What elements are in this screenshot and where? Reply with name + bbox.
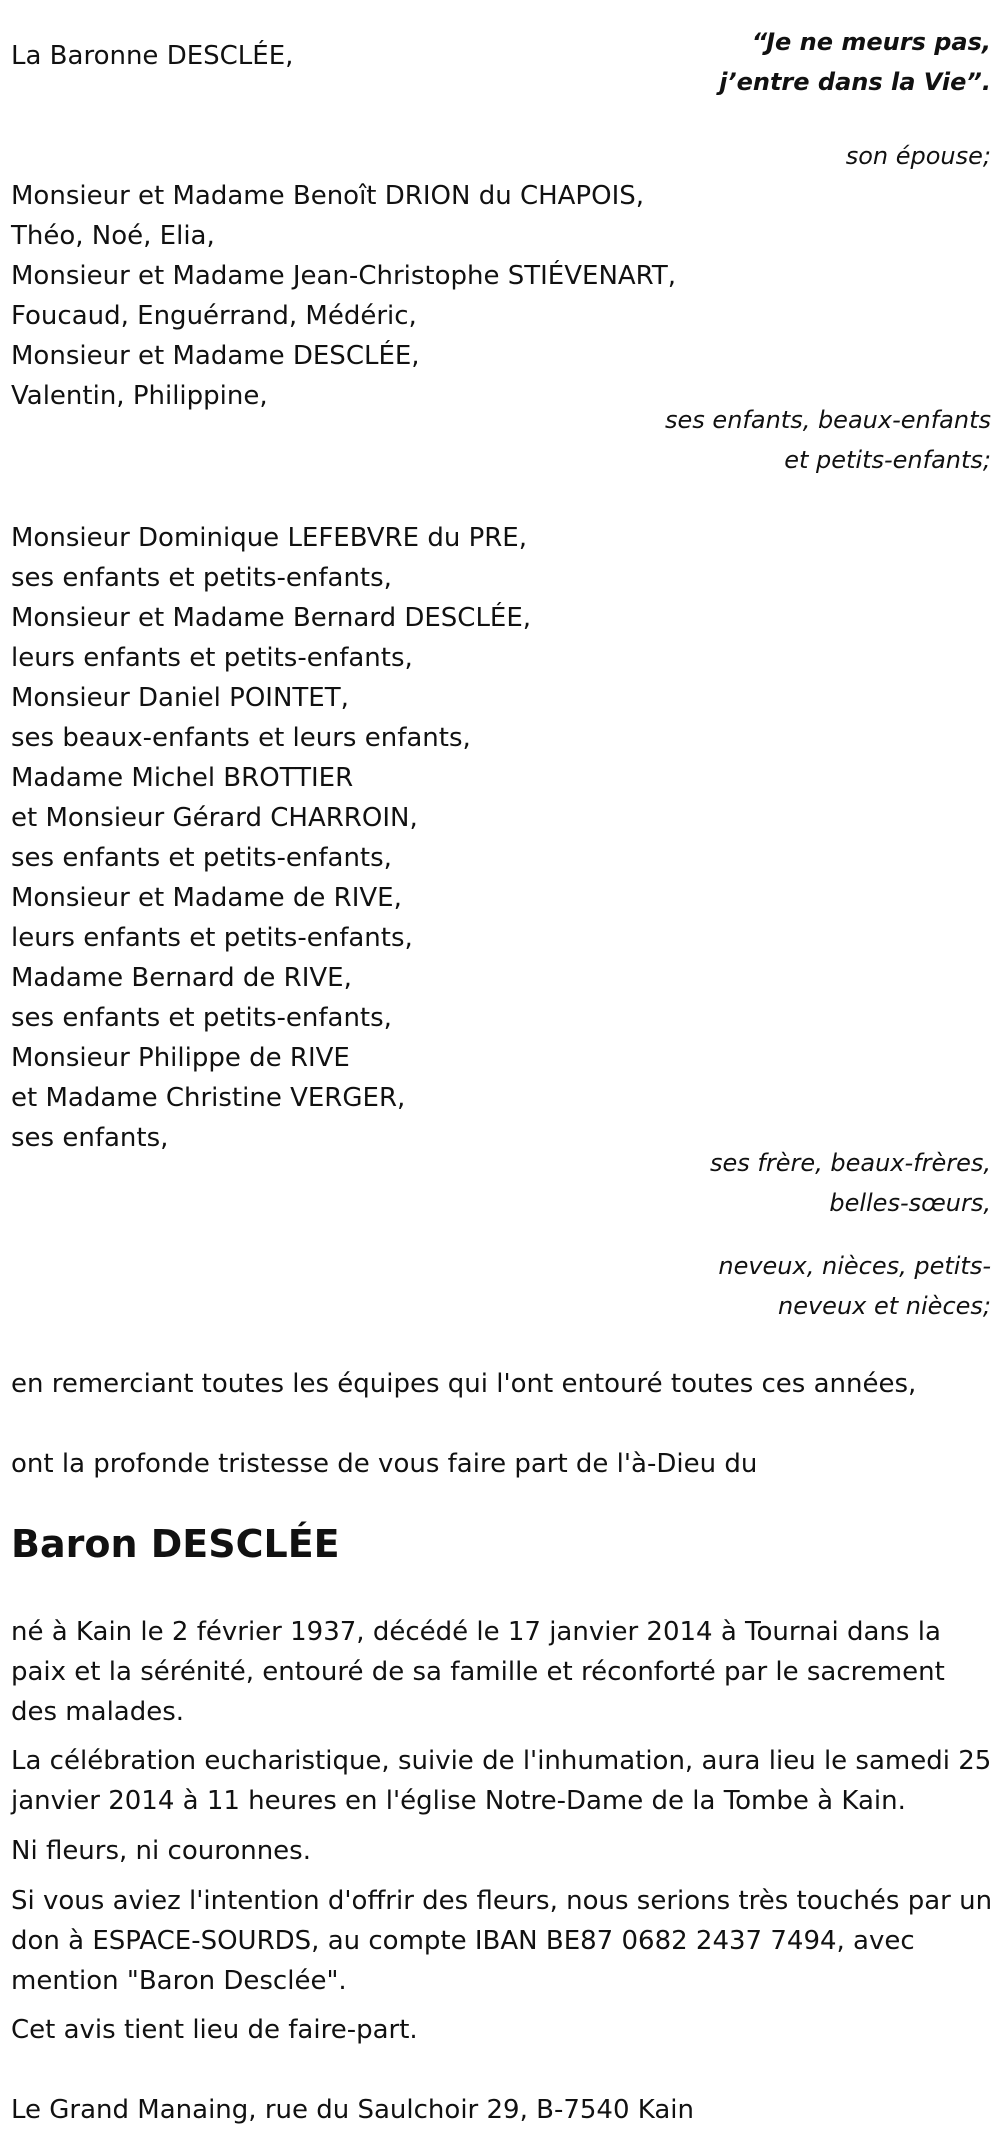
donation-paragraph: Si vous aviez l'intention d'offrir des fleurs, nous serions très touchés par un don à ESPACE-SOURDS, au compte IBAN BE87 0682 2437 7494, avec mention "Baron Desclée". — [11, 1886, 993, 1996]
list-item: et Monsieur Gérard CHARROIN, — [11, 803, 418, 833]
relation-children: ses enfants, beaux-enfants et petits-enfants; — [665, 406, 991, 474]
list-item: Théo, Noé, Elia, — [11, 221, 215, 251]
ceremony-paragraph: La célébration eucharistique, suivie de l'inhumation, aura lieu le samedi 25 janvier 2014 à 11 heures en l'église Notre-Dame de la Tombe à Kain. — [11, 1746, 992, 1816]
list-item: Madame Bernard de RIVE, — [11, 963, 352, 993]
spouse-name: La Baronne DESCLÉE, — [11, 41, 294, 71]
list-item: ses enfants et petits-enfants, — [11, 1003, 392, 1033]
list-item: ses beaux-enfants et leurs enfants, — [11, 723, 471, 753]
thanks-line: en remerciant toutes les équipes qui l'ont entouré toutes ces années, — [11, 1369, 917, 1399]
list-item: Madame Michel BROTTIER — [11, 763, 354, 793]
list-item: Monsieur et Madame de RIVE, — [11, 883, 402, 913]
list-item: Monsieur Philippe de RIVE — [11, 1043, 350, 1073]
list-item: Monsieur Dominique LEFEBVRE du PRE, — [11, 523, 528, 553]
announcement-line: ont la profonde tristesse de vous faire part de l'à-Dieu du — [11, 1449, 758, 1479]
list-item: leurs enfants et petits-enfants, — [11, 643, 413, 673]
obituary-notice — [11, 0, 991, 2145]
list-item: ses enfants, — [11, 1123, 169, 1153]
relation-siblings: ses frère, beaux-frères, belles-sœurs, — [709, 1149, 991, 1217]
list-item: et Madame Christine VERGER, — [11, 1083, 406, 1113]
list-item: ses enfants et petits-enfants, — [11, 563, 392, 593]
deceased-name: Baron DESCLÉE — [11, 1522, 340, 1566]
birth-death-paragraph: né à Kain le 2 février 1937, décédé le 17 janvier 2014 à Tournai dans la paix et la sérénité, entouré de sa famille et réconforté par le sacrement des malades. — [11, 1617, 945, 1727]
list-item: Monsieur et Madame Bernard DESCLÉE, — [11, 603, 532, 633]
flowers-paragraph: Ni fleurs, ni couronnes. — [11, 1836, 311, 1866]
list-item: Foucaud, Enguérrand, Médéric, — [11, 301, 417, 331]
list-item: Monsieur et Madame DESCLÉE, — [11, 341, 420, 371]
list-item: ses enfants et petits-enfants, — [11, 843, 392, 873]
relation-spouse: son épouse; — [845, 142, 991, 170]
epigraph-quote: “Je ne meurs pas, j’entre dans la Vie”. — [719, 28, 991, 96]
relation-nephews: neveux, nièces, petits-neveux et nièces; — [718, 1252, 991, 1320]
list-item: Monsieur et Madame Benoît DRION du CHAPOIS, — [11, 181, 645, 211]
list-item: Monsieur Daniel POINTET, — [11, 683, 349, 713]
list-item: Valentin, Philippine, — [11, 381, 268, 411]
notice-paragraph: Cet avis tient lieu de faire-part. — [11, 2015, 418, 2045]
list-item: Monsieur et Madame Jean-Christophe STIÉVENART, — [11, 261, 677, 291]
list-item: leurs enfants et petits-enfants, — [11, 923, 413, 953]
address-line: Le Grand Manaing, rue du Saulchoir 29, B-7540 Kain — [11, 2095, 694, 2125]
